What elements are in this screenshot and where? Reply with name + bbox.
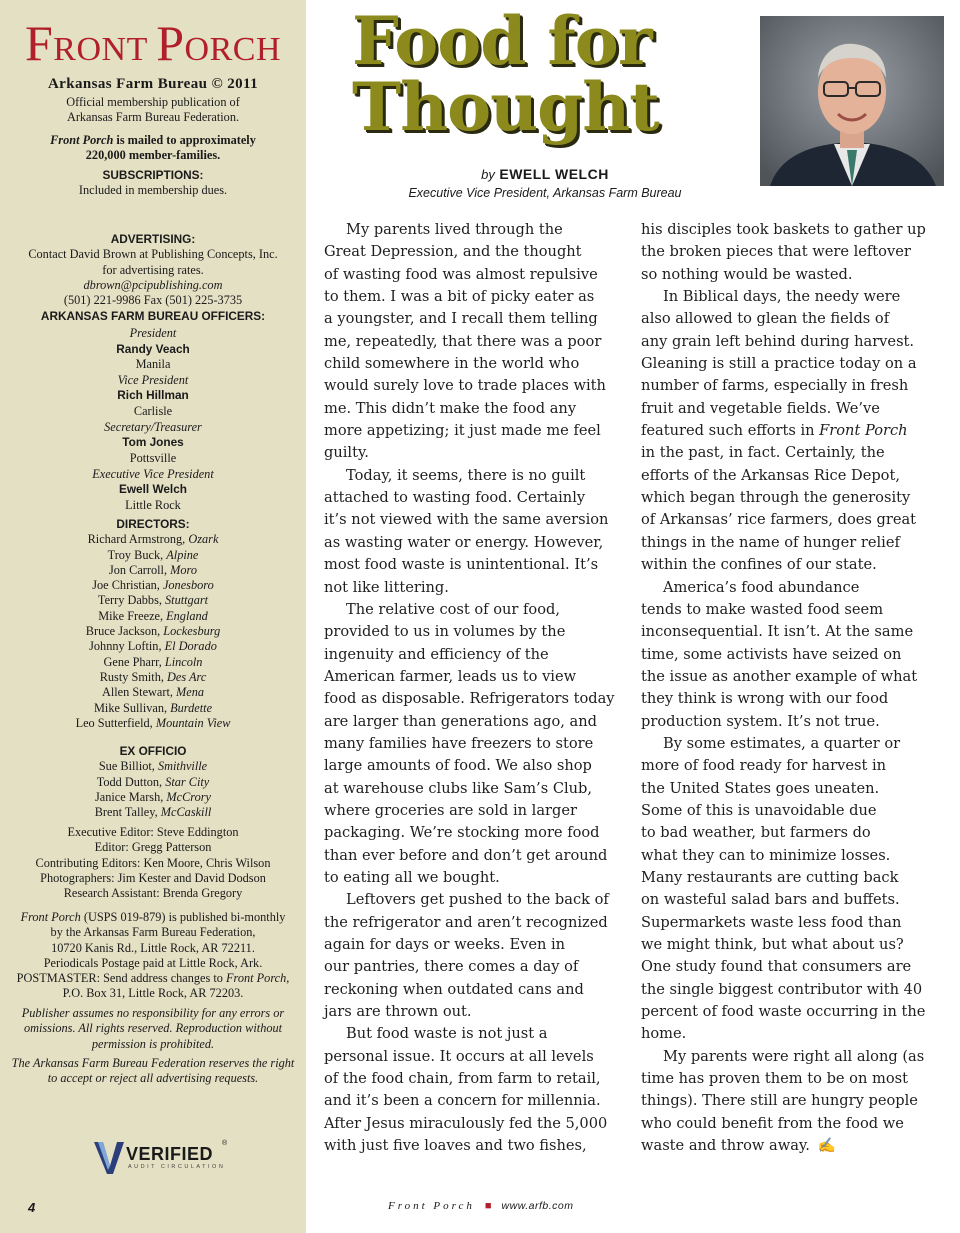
article-line: Supermarkets waste less food than — [641, 913, 902, 931]
article-line: fruit and vegetable fields. We’ve — [641, 399, 880, 417]
article-line: of wasting food was almost repulsive — [324, 265, 598, 283]
subscriptions-text: Included in membership dues. — [78, 183, 228, 198]
subscriptions-heading: SUBSCRIPTIONS: — [102, 168, 204, 182]
article-line: again for days or weeks. Even in — [324, 936, 566, 953]
article-line: of the food chain, from farm to retail, — [324, 1070, 601, 1088]
ex-officio-member-name: Brent Talley, — [94, 805, 161, 820]
director-name: Bruce Jackson, — [85, 624, 164, 639]
publication-text: by the Arkansas Farm Bureau Federation, — [50, 925, 256, 940]
officer-town: Little Rock — [125, 497, 181, 512]
article-line: me, repeatedly, that there was a poor — [324, 332, 602, 350]
article-text: waste and throw away. — [641, 1137, 810, 1155]
director-town: El Dorado — [164, 639, 217, 654]
officer-name: Tom Jones — [122, 435, 184, 450]
article-line: By some estimates, a quarter or — [663, 734, 901, 752]
article-line: the United States goes uneaten. — [641, 779, 880, 797]
article-line: Some of this is unavoidable due — [641, 801, 877, 819]
rights-block — [0, 1056, 306, 1087]
officer-entry — [0, 326, 306, 372]
officers-heading: ARKANSAS FARM BUREAU OFFICERS: — [40, 309, 266, 323]
disclaimer-line: permission is prohibited. — [91, 1036, 215, 1051]
director — [0, 639, 306, 654]
ex-officio-member-town: McCaskill — [160, 805, 212, 820]
logo-word: ORCH — [184, 31, 282, 68]
author-portrait-image — [760, 16, 944, 186]
article-line: any grain left behind during harvest. — [641, 332, 915, 350]
article-line: home. — [641, 1025, 687, 1043]
director-town: Mountain View — [155, 715, 231, 730]
article-line: tends to make wasted food seem — [641, 600, 884, 618]
logo-letter: P — [156, 15, 185, 71]
author-photo — [760, 16, 944, 186]
director — [0, 578, 306, 593]
director — [0, 532, 306, 547]
article-line: My parents lived through the — [346, 221, 563, 238]
article-line: time, some activists have seized on — [641, 645, 902, 663]
article-line: Leftovers get pushed to the back of — [346, 891, 609, 909]
page-number: 4 — [28, 1200, 36, 1215]
article-line: me. This didn’t make the food any — [324, 399, 577, 417]
publication-text: Periodicals Postage paid at Little Rock, Ark. — [43, 955, 263, 970]
director-name: Jon Carroll, — [108, 562, 171, 577]
article-line: many families have freezers to store — [324, 734, 594, 752]
author-name: EWELL WELCH — [499, 166, 609, 182]
officer-name: Rich Hillman — [117, 388, 189, 403]
officer-role: Executive Vice President — [92, 466, 214, 481]
article-column-1 — [324, 219, 615, 1157]
publication-text: (USPS 019-879) is published bi-monthly — [80, 910, 286, 924]
officer-role: President — [129, 326, 177, 341]
subscriptions-block — [0, 168, 306, 199]
director-name: Richard Armstrong, — [87, 532, 189, 547]
article-line: number of farms, especially in fresh — [641, 377, 909, 395]
ex-officio-block — [0, 744, 306, 820]
ex-officio-member-name: Todd Dutton, — [96, 774, 166, 789]
article-line — [641, 420, 929, 442]
article-line: who could benefit from the food we — [641, 1114, 904, 1132]
article-line: so nothing would be wasted. — [641, 265, 853, 283]
magazine-title: Front Porch — [20, 910, 81, 924]
officer-town: Pottsville — [129, 450, 177, 465]
logo-letter: F — [24, 15, 54, 71]
publication-block — [0, 910, 306, 1002]
article-line: where groceries are sold in larger — [324, 801, 577, 819]
org-copyright: Arkansas Farm Bureau © 2011 — [47, 76, 259, 92]
directors-block — [0, 517, 306, 731]
article-line: the refrigerator and aren’t recognized — [324, 913, 608, 931]
article-line: packaging. We’re stocking more food — [324, 824, 600, 842]
director — [0, 609, 306, 624]
director-name: Mike Sullivan, — [93, 700, 171, 715]
director-name: Terry Dabbs, — [97, 593, 166, 608]
headline-line: Food for — [352, 2, 652, 80]
advertising-email[interactable]: dbrown@pcipublishing.com — [83, 277, 223, 292]
article-line: than ever before and don’t get around — [324, 846, 608, 864]
article-line: his disciples took baskets to gather up — [641, 221, 926, 238]
article-line: In Biblical days, the needy were — [663, 288, 901, 306]
article-line: child somewhere in the world who — [324, 355, 580, 373]
director-town: Alpine — [166, 547, 199, 562]
advertising-text: for advertising rates. — [102, 262, 204, 277]
director — [0, 716, 306, 731]
article-line: more appetizing; it just made me feel — [324, 422, 601, 440]
officers-block — [0, 309, 306, 513]
director — [0, 593, 306, 608]
article-line: One study found that consumers are — [641, 958, 912, 976]
advertising-text: Contact David Brown at Publishing Concepts, Inc. — [28, 247, 278, 262]
ex-officio-list — [0, 759, 306, 820]
disclaimer-line: Publisher assumes no responsibility for any errors or — [21, 1006, 285, 1020]
officer-entry — [0, 467, 306, 513]
article-line: would surely love to trade places with — [324, 377, 606, 395]
director — [0, 548, 306, 563]
disclaimer-line: omissions. All rights reserved. Reproduction without — [23, 1021, 283, 1036]
advertising-heading: ADVERTISING: — [110, 232, 196, 246]
article-line: inconsequential. It isn’t. At the same — [641, 623, 914, 641]
article-line: of Arkansas’ rice farmers, does great — [641, 511, 917, 529]
registered-mark: ® — [222, 1140, 228, 1147]
ex-officio-member — [0, 790, 306, 805]
ex-officio-member-town: McCrory — [166, 789, 211, 804]
directors-list — [0, 532, 306, 731]
publication-text: P.O. Box 31, Little Rock, AR 72203. — [62, 986, 244, 1001]
article-line: production system. It’s not true. — [641, 712, 880, 730]
director-town: Lockesburg — [163, 624, 221, 639]
footer-url[interactable]: www.arfb.com — [501, 1200, 574, 1212]
director-town: Jonesboro — [162, 578, 214, 593]
article-line: most food waste is unintentional. It’s — [324, 556, 599, 574]
article-line: are larger than generations ago, and — [324, 712, 597, 730]
article-line: to bad weather, but farmers do — [641, 824, 871, 842]
officer-entry — [0, 420, 306, 466]
end-mark-icon: ✍ — [817, 1137, 837, 1155]
article-text: featured such efforts in — [641, 422, 820, 440]
article-line: our pantries, there comes a day of — [324, 958, 579, 976]
ex-officio-member — [0, 775, 306, 790]
article-line: jars are thrown out. — [324, 1003, 472, 1021]
article-line: the issue as another example of what — [641, 667, 918, 685]
article-line: in the past, in fact. Certainly, the — [641, 444, 885, 462]
article-line: guilty. — [324, 444, 369, 462]
magazine-title: Front Porch — [50, 133, 114, 147]
director — [0, 701, 306, 716]
logo-word: RONT — [53, 31, 148, 68]
director-town: Moro — [170, 562, 197, 577]
article-line: what they can to minimize losses. — [641, 846, 891, 864]
director-name: Troy Buck, — [107, 547, 167, 562]
article-line: a youngster, and I recall them telling — [324, 310, 598, 328]
director-town: Ozark — [188, 532, 219, 547]
article-line: it’s not viewed with the same aversion — [324, 511, 609, 529]
intro-block — [0, 95, 306, 126]
director-name: Mike Freeze, — [98, 608, 167, 623]
article-line: more of food ready for harvest in — [641, 757, 887, 775]
byline-by: by — [481, 167, 495, 182]
article-headline — [352, 2, 732, 146]
article-line: Many restaurants are cutting back — [641, 868, 899, 886]
article-line: on wasteful salad bars and buffets. — [641, 891, 900, 909]
magazine-title: Front Porch, — [226, 971, 290, 986]
verified-check-icon — [94, 1140, 126, 1176]
director-town: Burdette — [170, 700, 213, 715]
directors-heading: DIRECTORS: — [116, 517, 190, 531]
officer-town: Manila — [135, 356, 171, 371]
advertising-block — [0, 232, 306, 308]
staff-line: Photographers: Jim Kester and David Dodson — [40, 870, 266, 885]
article-line: percent of food waste occurring in the — [641, 1003, 926, 1021]
article-line: they think is wrong with our food — [641, 690, 889, 708]
director — [0, 624, 306, 639]
article-line: the single biggest contributor with 40 — [641, 980, 923, 998]
article-line: to them. I was a bit of picky eater as — [324, 288, 595, 306]
ex-officio-member — [0, 805, 306, 820]
officer-town: Carlisle — [133, 403, 173, 418]
article-column-2 — [641, 219, 929, 1157]
article-line: not like littering. — [324, 578, 449, 596]
ex-officio-member-name: Sue Billiot, — [98, 759, 158, 774]
staff-line: Contributing Editors: Ken Moore, Chris Wilson — [35, 855, 271, 870]
publication-text: POSTMASTER: Send address changes to — [16, 971, 227, 986]
article-line: with just five loaves and two fishes, — [324, 1137, 587, 1155]
masthead-sidebar — [0, 0, 306, 1233]
article-line: My parents were right all along (as — [663, 1047, 925, 1065]
officer-role: Vice President — [117, 373, 189, 388]
mailed-text: 220,000 member-families. — [85, 148, 221, 163]
intro-line: Arkansas Farm Bureau Federation. — [66, 110, 240, 125]
article-line: personal issue. It occurs at all levels — [324, 1047, 594, 1065]
article-line: things in the name of hunger relief — [641, 533, 900, 551]
officer-name: Randy Veach — [116, 341, 190, 356]
article-line: and it’s been a concern for millennia. — [324, 1092, 601, 1110]
article-line: ingenuity and efficiency of the — [324, 645, 549, 663]
article-line: which began through the generosity — [641, 489, 911, 507]
front-porch-logo — [0, 15, 306, 75]
verified-audit-badge — [94, 1140, 230, 1176]
director-name: Rusty Smith, — [99, 669, 168, 684]
director — [0, 655, 306, 670]
article-line: The relative cost of our food, — [346, 600, 560, 618]
publication-text: 10720 Kanis Rd., Little Rock, AR 72211. — [51, 940, 255, 955]
article-line — [641, 1135, 929, 1157]
article-line: provided to us in volumes by the — [324, 623, 566, 641]
article-line: large amounts of food. We also shop — [324, 757, 592, 775]
article-line: as wasting water or energy. However, — [324, 533, 604, 551]
article-line: Today, it seems, there is no guilt — [346, 466, 586, 484]
article-line: food as disposable. Refrigerators today — [324, 690, 615, 708]
advertising-phone: (501) 221-9986 Fax (501) 225-3735 — [63, 293, 243, 308]
intro-line: Official membership publication of — [66, 95, 240, 109]
verified-label: VERIFIED — [126, 1144, 214, 1164]
byline — [330, 166, 760, 200]
ex-officio-heading: EX OFFICIO — [119, 744, 187, 758]
article-line: within the confines of our state. — [641, 556, 877, 574]
director-town: Mena — [176, 685, 205, 700]
director-town: Des Arc — [167, 669, 207, 684]
director-name: Allen Stewart, — [101, 685, 177, 700]
director — [0, 670, 306, 685]
footer-magazine: Front Porch — [388, 1200, 475, 1212]
disclaimer-block — [0, 1006, 306, 1052]
article-line: time has proven them to be on most — [641, 1070, 908, 1088]
ex-officio-member — [0, 759, 306, 774]
magazine-title: Front Porch — [819, 422, 908, 440]
director-town: Stuttgart — [165, 593, 209, 608]
article-line: Great Depression, and the thought — [324, 243, 582, 261]
rights-line: to accept or reject all advertising requests. — [47, 1071, 259, 1086]
article-line: American farmer, leads us to view — [324, 667, 577, 685]
rights-line: The Arkansas Farm Bureau Federation reserves the right — [11, 1056, 295, 1070]
ex-officio-member-name: Janice Marsh, — [95, 789, 167, 804]
ex-officio-member-town: Smithville — [157, 759, 208, 774]
staff-line: Research Assistant: Brenda Gregory — [63, 886, 243, 901]
article-line: at warehouse clubs like Sam’s Club, — [324, 779, 593, 797]
director-name: Leo Sutterfield, — [75, 715, 156, 730]
article-line: things). There still are hungry people — [641, 1092, 918, 1110]
director-town: Lincoln — [164, 654, 203, 669]
director-name: Gene Pharr, — [103, 654, 165, 669]
officer-role: Secretary/Treasurer — [104, 420, 202, 435]
article-line: the broken pieces that were leftover — [641, 243, 911, 261]
mailed-block — [0, 133, 306, 164]
author-title: Executive Vice President, Arkansas Farm Bureau — [408, 186, 682, 200]
article-line: to eating all we bought. — [324, 868, 500, 886]
officer-name: Ewell Welch — [119, 482, 187, 497]
director-name: Joe Christian, — [92, 578, 163, 593]
staff-line: Editor: Gregg Patterson — [94, 840, 212, 855]
page-footer — [388, 1200, 573, 1212]
article-line: we might think, but what about us? — [641, 936, 904, 953]
staff-line: Executive Editor: Steve Eddington — [67, 825, 239, 839]
article-line: After Jesus miraculously fed the 5,000 — [324, 1114, 608, 1132]
ex-officio-member-town: Star City — [165, 774, 210, 789]
article-line: reckoning when outdated cans and — [324, 980, 584, 998]
article-line: Gleaning is still a practice today on a — [641, 355, 917, 373]
separator-square-icon: ■ — [484, 1200, 492, 1212]
article-line: also allowed to glean the fields of — [641, 310, 890, 328]
director — [0, 563, 306, 578]
staff-block — [0, 825, 306, 901]
article-line: efforts of the Arkansas Rice Depot, — [641, 466, 900, 484]
article-line: But food waste is not just a — [346, 1025, 548, 1043]
article-line: America’s food abundance — [663, 578, 860, 596]
director-name: Johnny Loftin, — [89, 639, 165, 654]
verified-sub: AUDIT CIRCULATION — [128, 1164, 226, 1170]
director-town: England — [166, 608, 208, 623]
director — [0, 685, 306, 700]
mailed-text: is mailed to approximately — [113, 133, 256, 147]
article-line: attached to wasting food. Certainly — [324, 489, 586, 507]
officer-entry — [0, 373, 306, 419]
headline-line: Thought — [352, 68, 659, 146]
